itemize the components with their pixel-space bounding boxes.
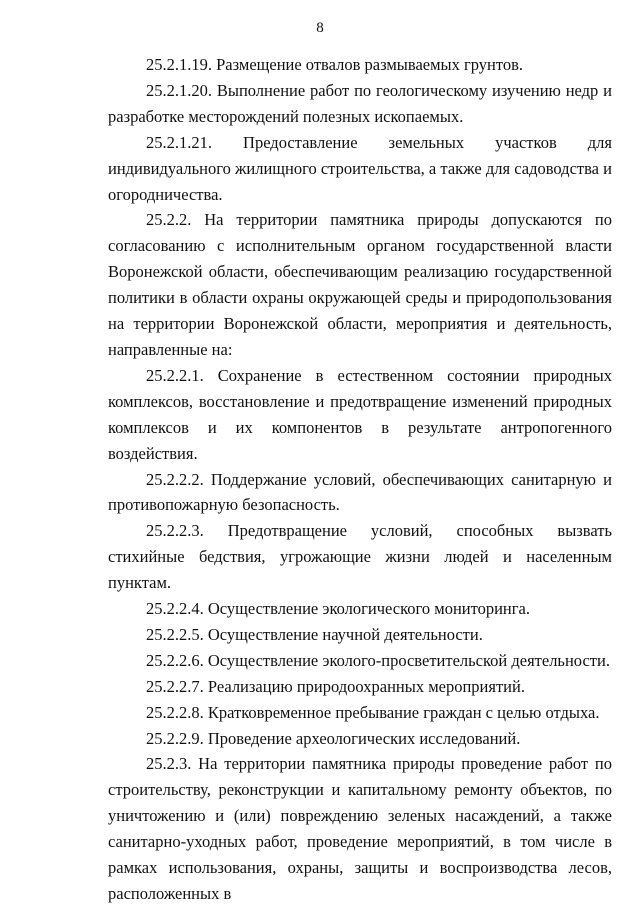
paragraph-25-2-2-2: 25.2.2.2. Поддержание условий, обеспечивающих санитарную и противопожарную безопасность. — [108, 469, 612, 515]
paragraph-25-2-1-21: 25.2.1.21. Предоставление земельных участков для индивидуального жилищного строительства, а также для садоводства и огородничества. — [108, 132, 612, 204]
paragraph-25-2-1-20: 25.2.1.20. Выполнение работ по геологическому изучению недр и разработке месторождений полезных ископаемых. — [108, 80, 612, 126]
paragraph-25-2-2-5: 25.2.2.5. Осуществление научной деятельности. — [146, 624, 483, 644]
paragraph-25-2-2-1: 25.2.2.1. Сохранение в естественном состоянии природных комплексов, восстановление и предотвращение изменений природных комплексов и их компонентов в результате антропогенного воздействия. — [108, 365, 612, 463]
paragraph-25-2-2-8: 25.2.2.8. Кратковременное пребывание граждан с целью отдыха. — [146, 702, 600, 722]
page-number: 8 — [316, 20, 324, 36]
paragraph-25-2-2-4: 25.2.2.4. Осуществление экологического мониторинга. — [146, 599, 530, 619]
paragraph-25-2-2-3: 25.2.2.3. Предотвращение условий, способных вызвать стихийные бедствия, угрожающие жизни людей и населенным пунктам. — [108, 521, 612, 593]
paragraph-25-2-2-9: 25.2.2.9. Проведение археологических исследований. — [146, 728, 521, 748]
paragraph-25-2-3: 25.2.3. На территории памятника природы проведение работ по строительству, реконструкции и капитальному ремонту объектов, по уничтожению и (или) повреждению зеленых насаждений, а также санитарно-уходных работ, проведение мероприятий, в том числе в рамках использования, охраны, защиты и воспроизводства лесов, расположенных в — [108, 754, 612, 903]
paragraph-25-2-2: 25.2.2. На территории памятника природы допускаются по согласованию с исполнительным органом государственной власти Воронежской области, обеспечивающим реализацию государственной политики в области охраны окружающей среды и природопользования на территории Воронежской области, мероприятия и деятельность, направленные на: — [108, 210, 612, 359]
document-body — [108, 52, 612, 907]
paragraph-25-2-1-19: 25.2.1.19. Размещение отвалов размываемых грунтов. — [146, 55, 524, 74]
paragraph-25-2-2-6: 25.2.2.6. Осуществление эколого-просветительской деятельности. — [146, 650, 610, 670]
paragraph-25-2-2-7: 25.2.2.7. Реализацию природоохранных мероприятий. — [146, 676, 525, 696]
